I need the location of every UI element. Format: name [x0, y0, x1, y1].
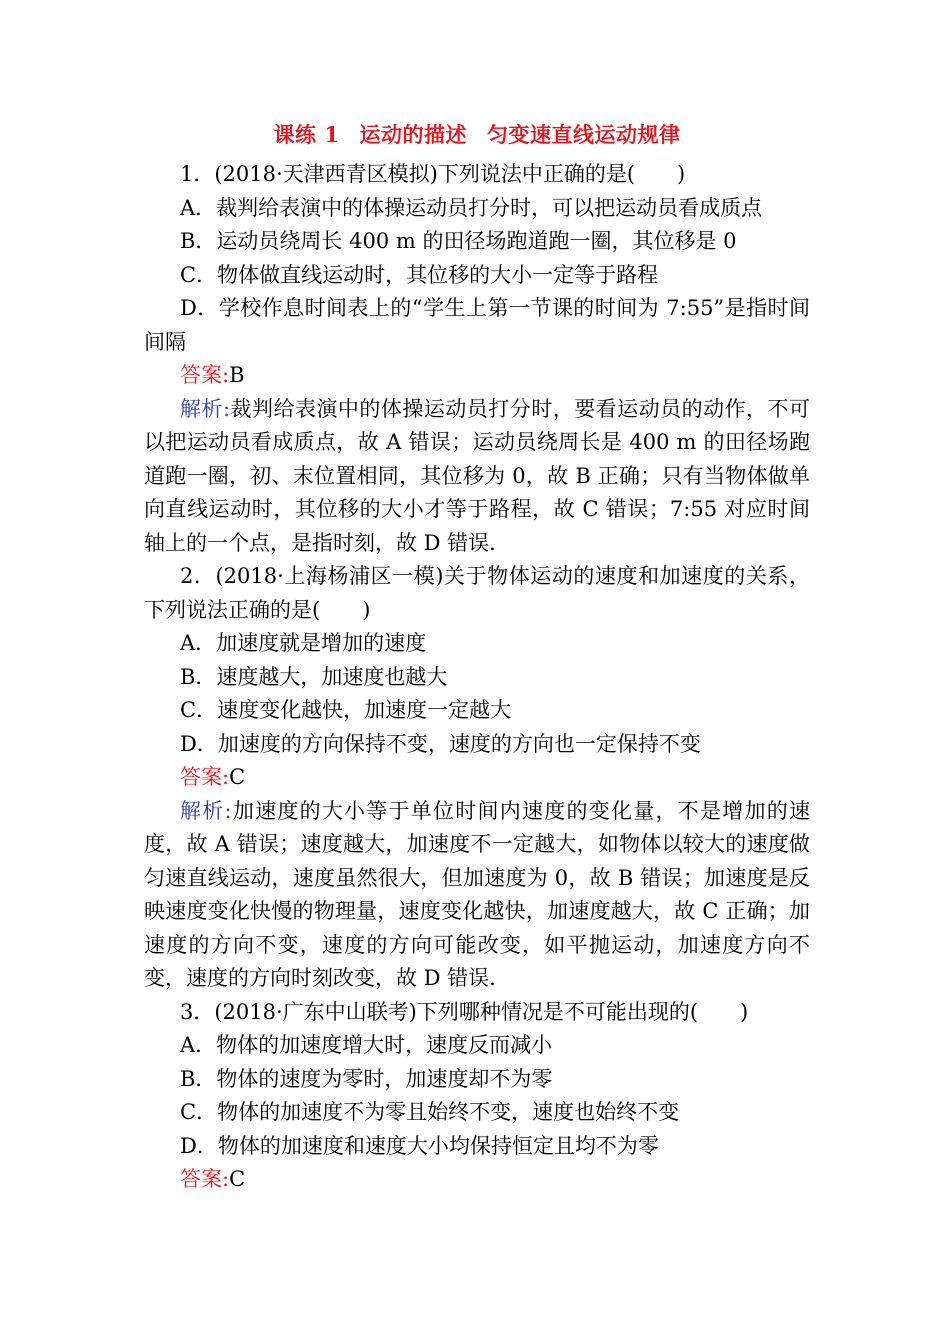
document-page	[144, 118, 810, 1197]
answer-label: 答案:	[180, 1167, 230, 1191]
analysis-text: 裁判给表演中的体操运动员打分时，要看运动员的动作，不可以把运动员看成质点，故 A 错误；运动员绕周长是 400 m 的田径场跑道跑一圈，初、末位置相同，其位移为 0，故 B 正确；只有当物体做单向直线运动时，其位移的大小才等于路程，故 C 错误；7:55 对应时间轴上的一个点，是指时刻，故 D 错误．	[144, 396, 811, 555]
question-stem: 2．(2018·上海杨浦区一模)关于物体运动的速度和加速度的关系，下列说法正确的是( )	[144, 564, 810, 622]
option-b: B．速度越大，加速度也越大	[180, 664, 448, 689]
analysis-label: 解析:	[180, 798, 232, 823]
page-title	[144, 118, 810, 158]
question-1	[144, 158, 810, 560]
option-a: A．物体的加速度增大时，速度反而减小	[180, 1033, 553, 1057]
question-3	[144, 996, 810, 1197]
answer-label: 答案:	[180, 363, 230, 387]
option-d: D．学校作息时间表上的“学生上第一节课的时间为 7:55”是指时间间隔	[144, 296, 810, 354]
answer-value: C	[229, 1167, 246, 1191]
analysis-paragraph	[144, 393, 810, 561]
analysis-label: 解析:	[180, 396, 231, 421]
option-c: C．速度变化越快，加速度一定越大	[180, 698, 512, 722]
lesson-topic: 运动的描述	[359, 122, 467, 147]
analysis-text: 加速度的大小等于单位时间内速度的变化量，不是增加的速度，故 A 错误；速度越大，加速度不一定越大，如物体以较大的速度做匀速直线运动，速度虽然很大，但加速度为 0，故 B 错误；加速度是反映速度变化快慢的物理量，速度变化越快，加速度越大，故 C 正确；加速度的方向不变，速度的方向可能改变，如平抛运动，加速度方向不变，速度的方向时刻改变，故 D 错误．	[144, 798, 811, 990]
option-a: A．加速度就是增加的速度	[180, 631, 427, 655]
answer-line	[144, 1163, 810, 1197]
answer-label: 答案:	[180, 765, 230, 789]
answer-line	[144, 761, 810, 795]
answer-value: C	[229, 765, 246, 789]
question-stem: 3．(2018·广东中山联考)下列哪种情况是不可能出现的( )	[180, 999, 749, 1024]
answer-value: B	[229, 363, 245, 387]
option-b: B．运动员绕周长 400 m 的田径场跑道跑一圈，其位移是 0	[180, 229, 737, 253]
option-c: C．物体的加速度不为零且始终不变，速度也始终不变	[180, 1100, 680, 1124]
option-d: D．物体的加速度和速度大小均保持恒定且均不为零	[180, 1133, 659, 1158]
option-c: C．物体做直线运动时，其位移的大小一定等于路程	[180, 262, 659, 287]
answer-line	[144, 359, 810, 393]
option-a: A．裁判给表演中的体操运动员打分时，可以把运动员看成质点	[180, 195, 763, 220]
question-stem: 1．(2018·天津西青区模拟)下列说法中正确的是( )	[180, 162, 686, 186]
option-b: B．物体的速度为零时，加速度却不为零	[180, 1066, 553, 1091]
analysis-paragraph	[144, 795, 810, 996]
lesson-number: 课练 1	[273, 122, 340, 147]
lesson-subtopic: 匀变速直线运动规律	[486, 122, 681, 147]
option-d: D．加速度的方向保持不变，速度的方向也一定保持不变	[180, 731, 701, 756]
question-2	[144, 560, 810, 996]
